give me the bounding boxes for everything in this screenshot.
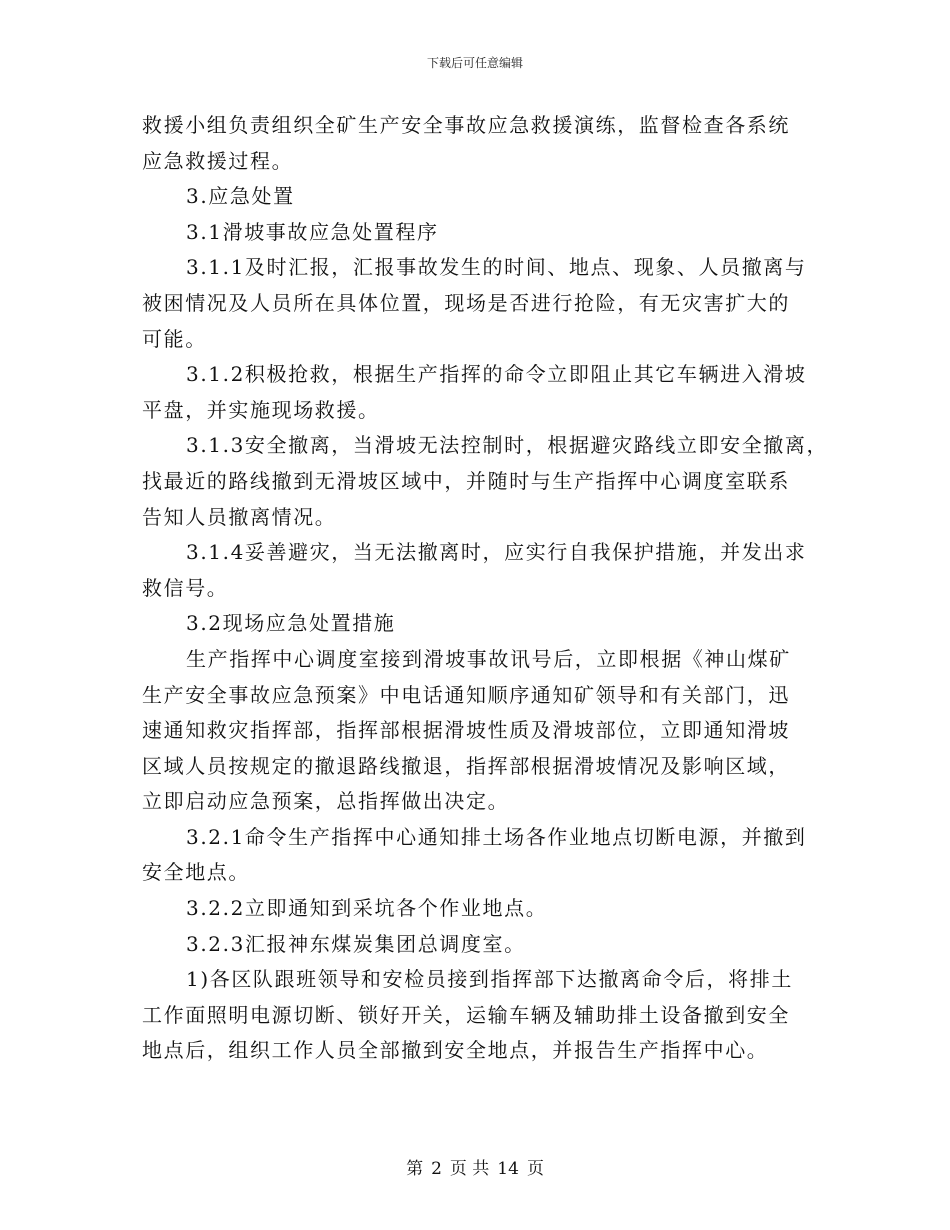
paragraph-line: 生产指挥中心调度室接到滑坡事故讯号后，立即根据《神山煤矿 xyxy=(186,646,791,671)
total-pages: 14 xyxy=(497,1159,519,1179)
paragraph-line: 速通知救灾指挥部，指挥部根据滑坡性质及滑坡部位，立即通知滑坡 xyxy=(142,718,790,743)
paragraph-line: 告知人员撤离情况。 xyxy=(142,504,337,529)
footer-middle: 页 共 xyxy=(449,1159,490,1179)
paragraph-line: 3.1.1及时汇报，汇报事故发生的时间、地点、现象、人员撤离与 xyxy=(186,255,807,280)
footer-suffix: 页 xyxy=(526,1159,544,1179)
paragraph-line: 平盘，并实施现场救援。 xyxy=(142,397,380,422)
page-number: 2 xyxy=(431,1159,442,1179)
footer-prefix: 第 xyxy=(406,1159,424,1179)
page-header: 下载后可任意编辑 xyxy=(426,56,523,70)
section-heading: 3.应急处置 xyxy=(186,184,295,209)
paragraph-line: 地点后，组织工作人员全部撤到安全地点，并报告生产指挥中心。 xyxy=(142,1038,769,1063)
paragraph-line: 生产安全事故应急预案》中电话通知顺序通知矿领导和有关部门，迅 xyxy=(142,682,790,707)
paragraph-line: 工作面照明电源切断、锁好开关，运输车辆及辅助排土设备撤到安全 xyxy=(142,1002,790,1027)
paragraph-line: 3.1.3安全撤离，当滑坡无法控制时，根据避灾路线立即安全撤离， xyxy=(186,433,829,458)
paragraph-line: 3.1.4妥善避灾，当无法撤离时，应实行自我保护措施，并发出求 xyxy=(186,540,807,565)
document-body xyxy=(142,108,829,1069)
paragraph-line: 3.1.2积极抢救，根据生产指挥的命令立即阻止其它车辆进入滑坡 xyxy=(186,362,807,387)
paragraph-line: 3.2.3汇报神东煤炭集团总调度室。 xyxy=(186,931,526,956)
paragraph-line: 可能。 xyxy=(142,326,207,351)
paragraph-line: 救信号。 xyxy=(142,575,229,600)
paragraph-line: 3.2.1命令生产指挥中心通知排土场各作业地点切断电源，并撤到 xyxy=(186,824,807,849)
paragraph-line: 立即启动应急预案，总指挥做出决定。 xyxy=(142,789,510,814)
section-heading: 3.2现场应急处置措施 xyxy=(186,611,396,636)
paragraph-line: 找最近的路线撤到无滑坡区域中，并随时与生产指挥中心调度室联系 xyxy=(142,468,790,493)
paragraph-line: 区域人员按规定的撤退路线撤退，指挥部根据滑坡情况及影响区域， xyxy=(142,753,790,778)
paragraph-line: 安全地点。 xyxy=(142,860,250,885)
paragraph-line: 救援小组负责组织全矿生产安全事故应急救援演练，监督检查各系统 xyxy=(142,113,790,137)
page-footer xyxy=(0,1154,950,1179)
paragraph-line: 3.2.2立即通知到采坑各个作业地点。 xyxy=(186,896,548,921)
paragraph-line: 被困情况及人员所在具体位置，现场是否进行抢险，有无灾害扩大的 xyxy=(142,290,790,315)
paragraph-line: 1)各区队跟班领导和安检员接到指挥部下达撤离命令后，将排土 xyxy=(186,967,793,992)
paragraph-line: 应急救援过程。 xyxy=(142,148,294,173)
section-heading: 3.1滑坡事故应急处置程序 xyxy=(186,219,439,244)
